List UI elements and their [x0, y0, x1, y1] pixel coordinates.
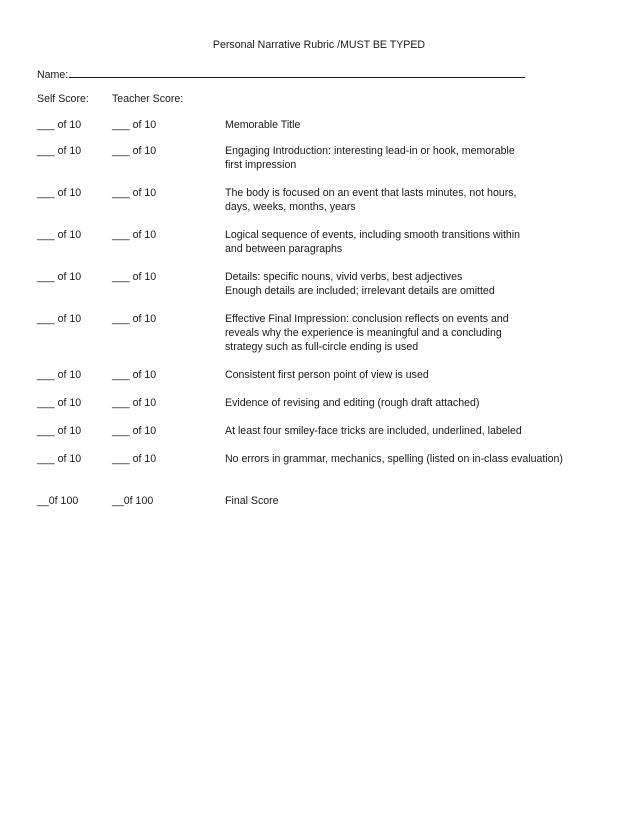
criterion-text	[225, 396, 570, 410]
self-score-blank: ___ of 10	[37, 229, 82, 241]
teacher-score-blank: ___ of 10	[112, 313, 157, 325]
self-score-blank: ___ of 10	[37, 271, 82, 283]
teacher-score-header: Teacher Score:	[112, 93, 184, 105]
criterion-line: days, weeks, months, years	[225, 201, 356, 213]
final-score-label: Final Score	[225, 495, 279, 507]
self-score-blank: ___ of 10	[37, 119, 82, 131]
criterion-text	[225, 144, 570, 172]
criterion-text	[225, 118, 570, 132]
self-score-blank: ___ of 10	[37, 313, 82, 325]
name-underline	[69, 66, 525, 78]
criterion-line: reveals why the experience is meaningful and a concluding	[225, 327, 502, 339]
criterion-line: Logical sequence of events, including smooth transitions within	[225, 229, 521, 241]
criterion-text	[225, 228, 570, 256]
criterion-text	[225, 452, 570, 466]
criterion-line: Consistent first person point of view is used	[225, 369, 429, 381]
page-title: Personal Narrative Rubric /MUST BE TYPED	[212, 39, 426, 51]
teacher-score-blank: ___ of 10	[112, 271, 157, 283]
teacher-score-blank: ___ of 10	[112, 397, 157, 409]
name-field	[37, 66, 525, 81]
teacher-score-blank: ___ of 10	[112, 229, 157, 241]
criterion-text	[225, 270, 570, 298]
criterion-line: Evidence of revising and editing (rough draft attached)	[225, 397, 480, 409]
criterion-line: Effective Final Impression: conclusion reflects on events and	[225, 313, 509, 325]
teacher-score-blank: ___ of 10	[112, 187, 157, 199]
criterion-line: Details: specific nouns, vivid verbs, best adjectives	[225, 271, 463, 283]
criterion-line: first impression	[225, 159, 297, 171]
criterion-line: Enough details are included; irrelevant details are omitted	[225, 285, 495, 297]
self-score-blank: ___ of 10	[37, 425, 82, 437]
name-label: Name:	[37, 69, 69, 81]
teacher-score-blank: ___ of 10	[112, 145, 157, 157]
final-self-score: __0f 100	[37, 495, 79, 507]
final-teacher-score: __0f 100	[112, 495, 154, 507]
self-score-blank: ___ of 10	[37, 187, 82, 199]
self-score-blank: ___ of 10	[37, 145, 82, 157]
teacher-score-blank: ___ of 10	[112, 119, 157, 131]
teacher-score-blank: ___ of 10	[112, 369, 157, 381]
self-score-blank: ___ of 10	[37, 397, 82, 409]
criterion-line: Memorable Title	[225, 119, 301, 131]
self-score-blank: ___ of 10	[37, 453, 82, 465]
self-score-header: Self Score:	[37, 93, 89, 105]
self-score-blank: ___ of 10	[37, 369, 82, 381]
criterion-line: strategy such as full-circle ending is used	[225, 341, 419, 353]
criterion-line: No errors in grammar, mechanics, spelling (listed on in-class evaluation)	[225, 453, 563, 465]
criterion-text	[225, 186, 570, 214]
criterion-text	[225, 368, 570, 382]
criterion-line: Engaging Introduction: interesting lead-in or hook, memorable	[225, 145, 515, 157]
criterion-line: The body is focused on an event that lasts minutes, not hours,	[225, 187, 517, 199]
criterion-line: and between paragraphs	[225, 243, 343, 255]
criterion-line: At least four smiley-face tricks are included, underlined, labeled	[225, 425, 522, 437]
criterion-text	[225, 312, 570, 354]
criterion-text	[225, 424, 570, 438]
teacher-score-blank: ___ of 10	[112, 425, 157, 437]
teacher-score-blank: ___ of 10	[112, 453, 157, 465]
